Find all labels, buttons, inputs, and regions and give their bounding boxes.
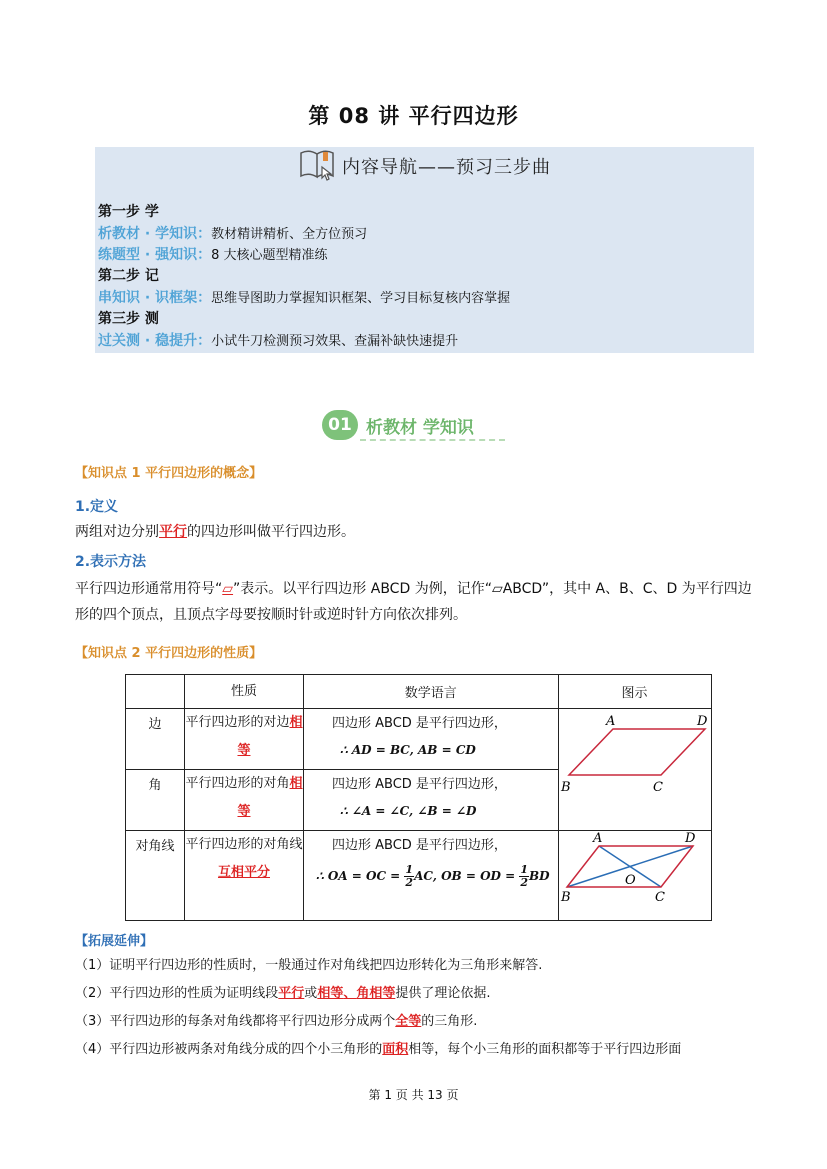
nav-item-label: 串知识 · 识框架： [98, 290, 212, 306]
item-keyword: 相等 [317, 986, 344, 1001]
figure-cell-diagonals [558, 831, 711, 921]
item-text: 提供了理论依据. [395, 986, 491, 1001]
math-conclusion: ∴ ∠A = ∠C, ∠B = ∠D [340, 804, 477, 818]
nav-item-4 [98, 331, 458, 352]
row-math-language [304, 770, 559, 831]
section-title: 析教材 学知识 [366, 417, 474, 438]
definition-heading: 1.定义 [75, 499, 119, 515]
property-keyword: 相等 [237, 776, 303, 819]
table-header-cell: 数学语言 [304, 675, 559, 709]
properties-table [125, 674, 712, 921]
nav-item-3 [98, 288, 510, 309]
item-text: 或 [304, 986, 318, 1001]
item-keyword: 全等 [395, 1014, 422, 1029]
figure-cell-parallelogram [558, 709, 711, 831]
nav-item-desc: 8 大核心题型精准练 [211, 248, 328, 263]
nav-item-2 [98, 245, 327, 266]
section-underline [360, 439, 505, 441]
math-part: BD [529, 869, 550, 883]
vertex-label-b: B [560, 780, 571, 795]
property-keyword: 互相平分 [217, 865, 270, 880]
center-label-o: O [624, 873, 636, 888]
extension-list [75, 952, 765, 1064]
property-keyword: 相等 [237, 715, 303, 758]
item-text: （1）证明平行四边形的性质时，一般通过作对角线把四边形转化为三角形来解答. [75, 958, 543, 973]
row-math-language [304, 831, 559, 921]
representation-post: ”表示。以平行四边形 ABCD 为例，记作“▱ABCD”，其中 A、B、C、D 为平行四边形的四个顶点，且顶点字母要按顺时针或逆时针方向依次排列。 [75, 581, 752, 623]
representation-pre: 平行四边形通常用符号“ [75, 581, 223, 597]
list-item [75, 1008, 765, 1036]
fraction-half [519, 864, 529, 889]
fraction-half [404, 864, 414, 889]
section-number-badge: 01 [322, 410, 358, 440]
math-premise: 四边形 ABCD 是平行四边形， [332, 777, 507, 792]
fraction-numerator: 1 [405, 863, 414, 876]
nav-header-text: 内容导航——预习三步曲 [342, 157, 551, 178]
nav-item-label: 练题型 · 强知识： [98, 247, 212, 263]
table-header-row [126, 675, 712, 709]
knowledge-point-1-heading: 【知识点 1 平行四边形的概念】 [75, 466, 263, 481]
nav-item-label: 析教材 · 学知识： [98, 226, 212, 242]
vertex-label-a: A [592, 831, 602, 846]
nav-item-desc: 小试牛刀检测预习效果、查漏补缺快速提升 [211, 334, 459, 349]
page-title: 第 08 讲 平行四边形 [308, 104, 519, 128]
property-pre: 平行四边形的对角线 [185, 837, 303, 852]
knowledge-point-2-heading: 【知识点 2 平行四边形的性质】 [75, 646, 263, 661]
list-item [75, 952, 765, 980]
nav-item-label: 过关测 · 稳提升： [98, 333, 212, 349]
parallelogram-symbol: ▱ [222, 581, 234, 597]
item-text: 相等，每个小三角形的面积都等于平行四边形面 [408, 1042, 682, 1057]
vertex-label-c: C [652, 780, 663, 795]
row-math-language [304, 709, 559, 770]
table-row [126, 709, 712, 770]
nav-step-2: 第二步 记 [98, 268, 159, 284]
nav-item-desc: 思维导图助力掌握知识框架、学习目标复核内容掌握 [211, 291, 511, 306]
math-part: AC, OB = OD = [414, 869, 520, 883]
property-pre: 平行四边形的对角 [185, 776, 290, 791]
math-premise: 四边形 ABCD 是平行四边形， [332, 716, 507, 731]
fraction-numerator: 1 [520, 863, 528, 876]
row-property [185, 770, 304, 831]
row-name: 边 [126, 709, 185, 770]
list-item [75, 980, 765, 1008]
math-part: ∴ OA = OC = [316, 869, 405, 883]
fraction-denominator: 2 [520, 876, 528, 889]
table-header-cell: 图示 [558, 675, 711, 709]
property-pre: 平行四边形的对边 [185, 715, 290, 730]
content-navigation-box [95, 147, 754, 353]
definition-text [75, 519, 755, 545]
nav-item-desc: 教材精讲精析、全方位预习 [211, 227, 368, 242]
row-property [185, 831, 304, 921]
representation-text [75, 576, 755, 628]
item-keyword: 角相等 [356, 986, 396, 1001]
nav-header [95, 149, 754, 183]
item-keyword: 平行 [278, 986, 305, 1001]
table-header-cell [126, 675, 185, 709]
math-premise: 四边形 ABCD 是平行四边形， [332, 838, 507, 853]
parallelogram-figure [559, 709, 711, 821]
diagonals-figure [559, 831, 711, 915]
nav-step-3: 第三步 测 [98, 311, 159, 327]
definition-post: 的四边形叫做平行四边形。 [187, 524, 355, 540]
math-conclusion [316, 863, 550, 889]
item-keyword: 、 [343, 986, 357, 1001]
table-row [126, 831, 712, 921]
nav-step-1: 第一步 学 [98, 204, 159, 220]
book-pointer-icon [298, 147, 338, 185]
nav-item-1 [98, 224, 367, 245]
row-name: 对角线 [126, 831, 185, 921]
fraction-denominator: 2 [405, 876, 414, 889]
table-header-cell: 性质 [185, 675, 304, 709]
vertex-label-c: C [654, 890, 665, 905]
item-text: （2）平行四边形的性质为证明线段 [75, 986, 279, 1001]
representation-heading: 2.表示方法 [75, 554, 147, 570]
math-conclusion: ∴ AD = BC, AB = CD [340, 743, 476, 757]
vertex-label-d: D [696, 714, 707, 729]
vertex-label-a: A [605, 714, 615, 729]
row-name: 角 [126, 770, 185, 831]
vertex-label-b: B [560, 890, 571, 905]
item-text: （3）平行四边形的每条对角线都将平行四边形分成两个 [75, 1014, 396, 1029]
item-text: （4）平行四边形被两条对角线分成的四个小三角形的 [75, 1042, 383, 1057]
item-keyword: 面积 [382, 1042, 409, 1057]
page-footer: 第 1 页 共 13 页 [368, 1088, 459, 1102]
list-item [75, 1036, 765, 1064]
definition-keyword: 平行 [159, 524, 187, 540]
extension-heading: 【拓展延伸】 [75, 934, 154, 949]
item-text: 的三角形. [421, 1014, 478, 1029]
row-property [185, 709, 304, 770]
definition-pre: 两组对边分别 [75, 524, 159, 540]
vertex-label-d: D [684, 831, 695, 846]
